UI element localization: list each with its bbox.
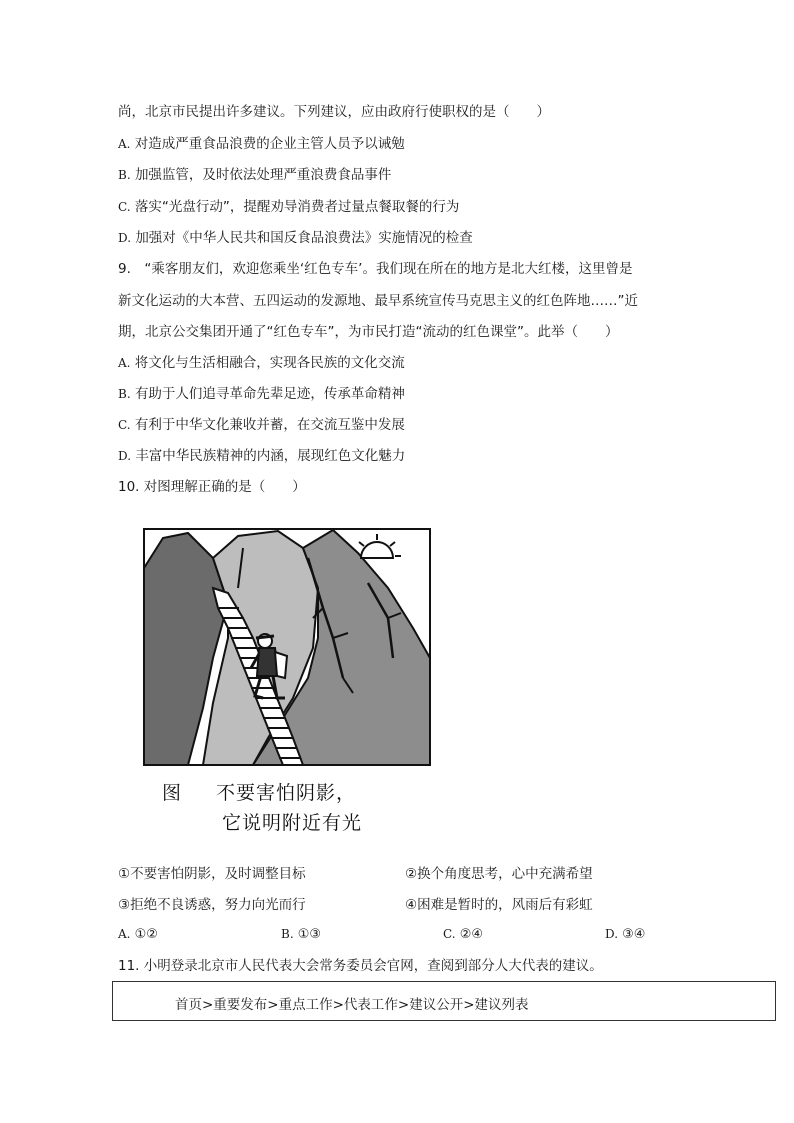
caption-text: 不要害怕阴影， bbox=[216, 782, 357, 804]
q8-option-b bbox=[118, 166, 391, 184]
q9-option-b bbox=[118, 385, 405, 403]
choice-letter: D. bbox=[605, 927, 619, 941]
statement-2: ②换个角度思考，心中充满希望 bbox=[405, 866, 593, 882]
breadcrumb: 首页>重要发布>重点工作>代表工作>建议公开>建议列表 bbox=[175, 997, 529, 1013]
cartoon-illustration bbox=[143, 528, 431, 766]
option-text: 对造成严重食品浪费的企业主管人员予以诫勉 bbox=[134, 136, 405, 152]
statement-1: ①不要害怕阴影，及时调整目标 bbox=[118, 866, 306, 882]
q9-stem-line-3: 期，北京公交集团开通了“红色专车”，为市民打造“流动的红色课堂”。此举（ ） bbox=[118, 324, 619, 340]
q8-stem: 尚，北京市民提出许多建议。下列建议，应由政府行使职权的是（ ） bbox=[118, 104, 550, 120]
q8-option-a bbox=[118, 135, 405, 153]
choice-letter: C. bbox=[443, 927, 456, 941]
option-letter: C. bbox=[118, 418, 131, 432]
figure-caption-line-1 bbox=[162, 778, 356, 805]
option-letter: A. bbox=[118, 356, 131, 370]
q9-stem-line-2: 新文化运动的大本营、五四运动的发源地、最早系统宣传马克思主义的红色阵地……”近 bbox=[118, 293, 638, 309]
option-text: 有利于中华文化兼收并蓄，在交流互鉴中发展 bbox=[134, 417, 405, 433]
option-letter: D. bbox=[118, 449, 132, 463]
option-text: 加强监管，及时依法处理严重浪费食品事件 bbox=[134, 167, 392, 183]
choice-text: ②④ bbox=[459, 927, 484, 942]
q10-stem: 10. 对图理解正确的是（ ） bbox=[118, 479, 306, 495]
q9-option-c bbox=[118, 416, 405, 434]
option-text: 丰富中华民族精神的内涵，展现红色文化魅力 bbox=[135, 448, 406, 464]
option-text: 将文化与生活相融合，实现各民族的文化交流 bbox=[134, 355, 405, 371]
breadcrumb-box bbox=[112, 981, 776, 1021]
option-text: 落实“光盘行动”，提醒劝导消费者过量点餐取餐的行为 bbox=[134, 199, 460, 215]
choice-text: ①③ bbox=[297, 927, 322, 942]
choice-text: ③④ bbox=[622, 927, 646, 942]
statement-3: ③拒绝不良诱惑，努力向光而行 bbox=[118, 897, 306, 913]
statement-4: ④困难是暂时的，风雨后有彩虹 bbox=[405, 897, 593, 913]
figure-caption-line-2: 它说明附近有光 bbox=[222, 812, 363, 834]
option-letter: C. bbox=[118, 200, 131, 214]
choice-letter: A. bbox=[118, 927, 131, 941]
option-letter: B. bbox=[118, 387, 131, 401]
option-text: 加强对《中华人民共和国反食品浪费法》实施情况的检查 bbox=[135, 230, 473, 246]
q8-option-d bbox=[118, 229, 473, 247]
q9-option-d bbox=[118, 447, 405, 465]
figure-label: 图 bbox=[162, 782, 183, 804]
option-letter: D. bbox=[118, 231, 132, 245]
option-letter: B. bbox=[118, 168, 131, 182]
choice-b bbox=[281, 927, 321, 942]
choice-a bbox=[118, 927, 158, 942]
q11-stem: 11. 小明登录北京市人民代表大会常务委员会官网，查阅到部分人大代表的建议。 bbox=[118, 958, 603, 974]
q9-option-a bbox=[118, 354, 405, 372]
option-text: 有助于人们追寻革命先辈足迹，传承革命精神 bbox=[134, 386, 405, 402]
option-letter: A. bbox=[118, 137, 131, 151]
q8-option-c bbox=[118, 198, 459, 216]
choice-letter: B. bbox=[281, 927, 294, 941]
choice-d bbox=[605, 927, 645, 942]
q9-stem-line-1: 9. “乘客朋友们，欢迎您乘坐‘红色专车’。我们现在所在的地方是北大红楼，这里曾是 bbox=[118, 261, 633, 277]
choice-c bbox=[443, 927, 483, 942]
choice-text: ①② bbox=[134, 927, 158, 942]
